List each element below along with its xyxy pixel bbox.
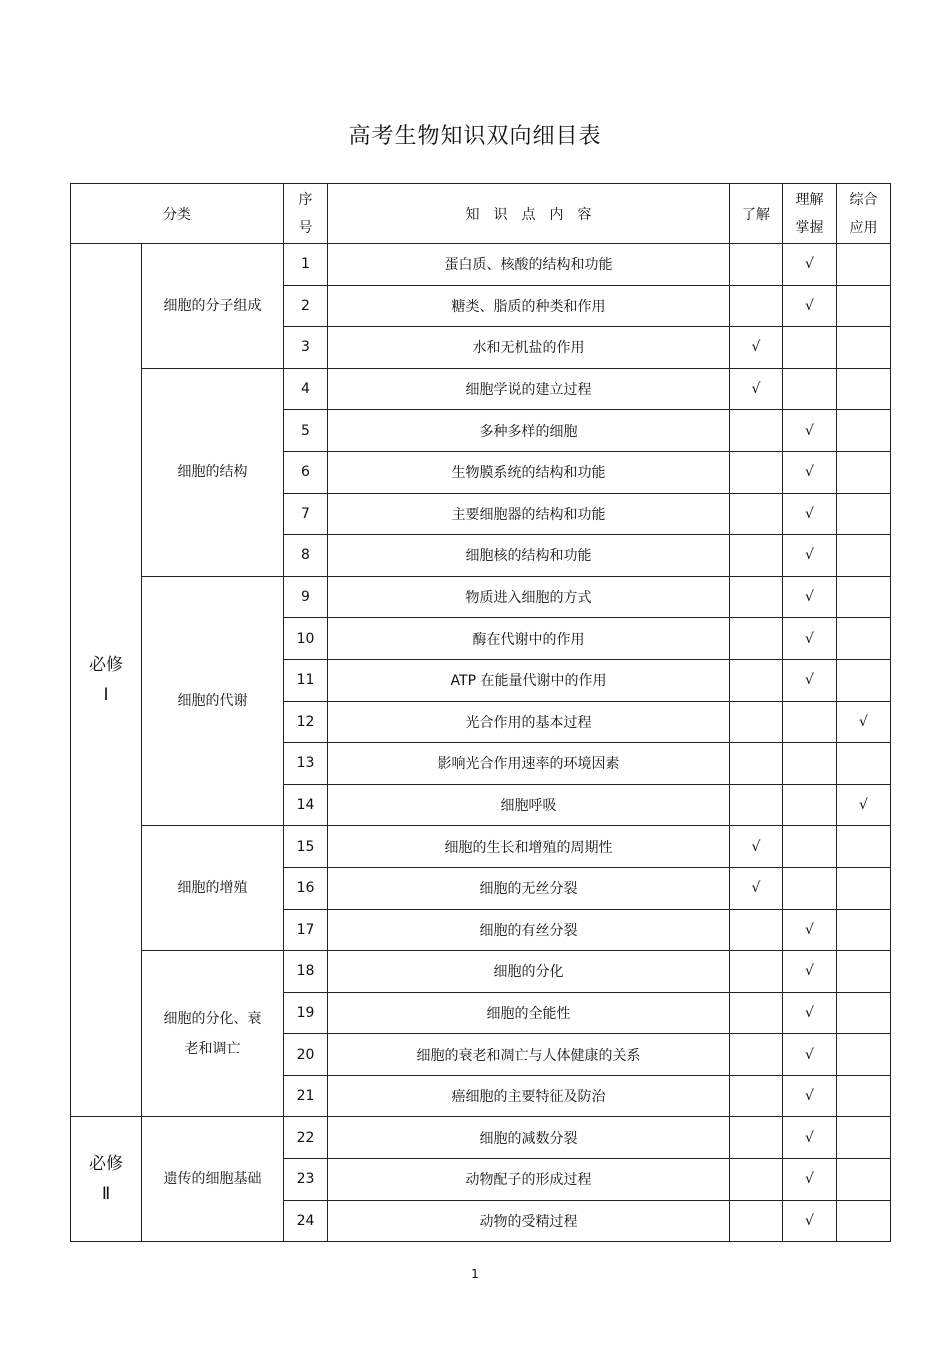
table-row: [71, 1117, 891, 1159]
check-understand: √: [783, 659, 837, 701]
check-understand: √: [783, 1034, 837, 1076]
header-understand: [783, 184, 837, 244]
header-apply: [837, 184, 891, 244]
check-understand: [783, 826, 837, 868]
table-row: [71, 826, 891, 868]
check-know: [730, 576, 783, 618]
check-know: [730, 701, 783, 743]
check-know: √: [730, 368, 783, 410]
row-content: 细胞的全能性: [328, 992, 730, 1034]
row-number: 21: [284, 1075, 328, 1117]
check-understand: √: [783, 535, 837, 577]
unit-label-line2: 老和调亡: [184, 1040, 241, 1057]
check-understand: [783, 701, 837, 743]
module-label: 必修: [89, 1154, 123, 1175]
header-know: 了解: [730, 184, 783, 244]
check-understand: √: [783, 285, 837, 327]
table-row: [71, 576, 891, 618]
check-apply: [837, 1034, 891, 1076]
check-understand: √: [783, 992, 837, 1034]
check-apply: [837, 327, 891, 369]
row-number: 19: [284, 992, 328, 1034]
check-understand: √: [783, 1075, 837, 1117]
header-index-line1: 序: [298, 191, 313, 208]
check-apply: [837, 826, 891, 868]
unit-label-line1: 细胞的增殖: [177, 880, 248, 897]
check-apply: √: [837, 784, 891, 826]
unit-label-line1: 遗传的细胞基础: [163, 1171, 262, 1188]
row-number: 6: [284, 451, 328, 493]
check-apply: [837, 1159, 891, 1201]
header-category: 分类: [71, 184, 284, 244]
check-apply: [837, 576, 891, 618]
check-understand: √: [783, 1159, 837, 1201]
check-know: [730, 1117, 783, 1159]
check-apply: [837, 410, 891, 452]
row-number: 12: [284, 701, 328, 743]
table-row: [71, 244, 891, 286]
row-number: 4: [284, 368, 328, 410]
row-number: 15: [284, 826, 328, 868]
row-number: 24: [284, 1200, 328, 1242]
check-know: √: [730, 327, 783, 369]
check-know: [730, 1159, 783, 1201]
row-number: 8: [284, 535, 328, 577]
check-understand: √: [783, 410, 837, 452]
check-understand: √: [783, 576, 837, 618]
row-content: 癌细胞的主要特征及防治: [328, 1075, 730, 1117]
row-number: 1: [284, 244, 328, 286]
row-content: 生物膜系统的结构和功能: [328, 451, 730, 493]
check-know: √: [730, 867, 783, 909]
check-understand: √: [783, 244, 837, 286]
row-number: 20: [284, 1034, 328, 1076]
unit-label-line1: 细胞的分子组成: [163, 297, 262, 314]
module-label: 必修: [89, 655, 123, 676]
row-content: 细胞的衰老和凋亡与人体健康的关系: [328, 1034, 730, 1076]
unit-label-line1: 细胞的分化、衰: [163, 1010, 262, 1027]
unit-cell: [142, 1117, 284, 1242]
page-number: 1: [471, 1267, 479, 1281]
check-know: [730, 285, 783, 327]
check-know: [730, 992, 783, 1034]
row-content: 光合作用的基本过程: [328, 701, 730, 743]
row-number: 17: [284, 909, 328, 951]
check-apply: [837, 285, 891, 327]
header-understand-line1: 理解: [795, 191, 824, 208]
row-content: 酶在代谢中的作用: [328, 618, 730, 660]
check-apply: [837, 909, 891, 951]
check-know: [730, 951, 783, 993]
check-understand: [783, 327, 837, 369]
check-apply: [837, 244, 891, 286]
module-roman: Ⅰ: [103, 685, 109, 706]
row-number: 13: [284, 743, 328, 785]
row-number: 23: [284, 1159, 328, 1201]
row-number: 7: [284, 493, 328, 535]
module-cell: [71, 244, 142, 1117]
check-know: [730, 659, 783, 701]
row-number: 22: [284, 1117, 328, 1159]
check-know: [730, 618, 783, 660]
check-know: [730, 743, 783, 785]
check-apply: [837, 535, 891, 577]
table-row: [71, 368, 891, 410]
header-understand-line2: 掌握: [795, 219, 824, 236]
check-apply: [837, 451, 891, 493]
check-apply: [837, 659, 891, 701]
row-content: 动物的受精过程: [328, 1200, 730, 1242]
row-content: 多种多样的细胞: [328, 410, 730, 452]
header-index-line2: 号: [298, 219, 313, 236]
row-content: 影响光合作用速率的环境因素: [328, 743, 730, 785]
check-understand: [783, 743, 837, 785]
check-understand: [783, 867, 837, 909]
check-know: [730, 410, 783, 452]
check-know: [730, 493, 783, 535]
check-know: [730, 784, 783, 826]
check-understand: √: [783, 909, 837, 951]
header-index: [284, 184, 328, 244]
check-understand: √: [783, 951, 837, 993]
row-content: 物质进入细胞的方式: [328, 576, 730, 618]
check-apply: [837, 1117, 891, 1159]
row-number: 11: [284, 659, 328, 701]
row-content: 细胞的有丝分裂: [328, 909, 730, 951]
check-know: [730, 1075, 783, 1117]
row-content: 细胞呼吸: [328, 784, 730, 826]
row-content: 细胞的生长和增殖的周期性: [328, 826, 730, 868]
check-apply: [837, 867, 891, 909]
check-know: [730, 244, 783, 286]
check-understand: [783, 784, 837, 826]
check-understand: √: [783, 1200, 837, 1242]
check-understand: √: [783, 493, 837, 535]
unit-cell: [142, 576, 284, 826]
row-number: 14: [284, 784, 328, 826]
header-apply-line1: 综合: [849, 191, 878, 208]
check-know: [730, 1034, 783, 1076]
check-apply: [837, 1200, 891, 1242]
header-apply-line2: 应用: [849, 219, 878, 236]
row-content: 糖类、脂质的种类和作用: [328, 285, 730, 327]
row-content: 蛋白质、核酸的结构和功能: [328, 244, 730, 286]
table-row: [71, 951, 891, 993]
row-content: 细胞的分化: [328, 951, 730, 993]
row-number: 18: [284, 951, 328, 993]
row-content: 主要细胞器的结构和功能: [328, 493, 730, 535]
module-cell: [71, 1117, 142, 1242]
check-know: √: [730, 826, 783, 868]
check-understand: √: [783, 618, 837, 660]
check-apply: [837, 951, 891, 993]
table-body: [71, 244, 891, 1242]
check-understand: √: [783, 451, 837, 493]
header-row: [71, 184, 891, 244]
row-number: 9: [284, 576, 328, 618]
knowledge-table: [70, 183, 891, 1242]
row-number: 10: [284, 618, 328, 660]
check-apply: [837, 992, 891, 1034]
unit-cell: [142, 826, 284, 951]
row-number: 3: [284, 327, 328, 369]
module-roman: Ⅱ: [101, 1184, 111, 1205]
header-content: 知 识 点 内 容: [328, 184, 730, 244]
unit-cell: [142, 951, 284, 1117]
page-title: 高考生物知识双向细目表: [348, 124, 602, 149]
check-apply: [837, 618, 891, 660]
row-content: 细胞核的结构和功能: [328, 535, 730, 577]
row-content: 细胞的减数分裂: [328, 1117, 730, 1159]
row-number: 2: [284, 285, 328, 327]
row-content: ATP 在能量代谢中的作用: [328, 659, 730, 701]
check-understand: [783, 368, 837, 410]
check-know: [730, 535, 783, 577]
check-know: [730, 909, 783, 951]
check-apply: [837, 743, 891, 785]
row-number: 5: [284, 410, 328, 452]
row-content: 细胞的无丝分裂: [328, 867, 730, 909]
row-content: 水和无机盐的作用: [328, 327, 730, 369]
unit-cell: [142, 244, 284, 369]
unit-cell: [142, 368, 284, 576]
row-content: 细胞学说的建立过程: [328, 368, 730, 410]
check-apply: √: [837, 701, 891, 743]
row-content: 动物配子的形成过程: [328, 1159, 730, 1201]
check-understand: √: [783, 1117, 837, 1159]
row-number: 16: [284, 867, 328, 909]
unit-label-line1: 细胞的结构: [177, 464, 248, 481]
unit-label-line1: 细胞的代谢: [177, 693, 248, 710]
check-apply: [837, 1075, 891, 1117]
check-know: [730, 1200, 783, 1242]
check-know: [730, 451, 783, 493]
check-apply: [837, 368, 891, 410]
check-apply: [837, 493, 891, 535]
